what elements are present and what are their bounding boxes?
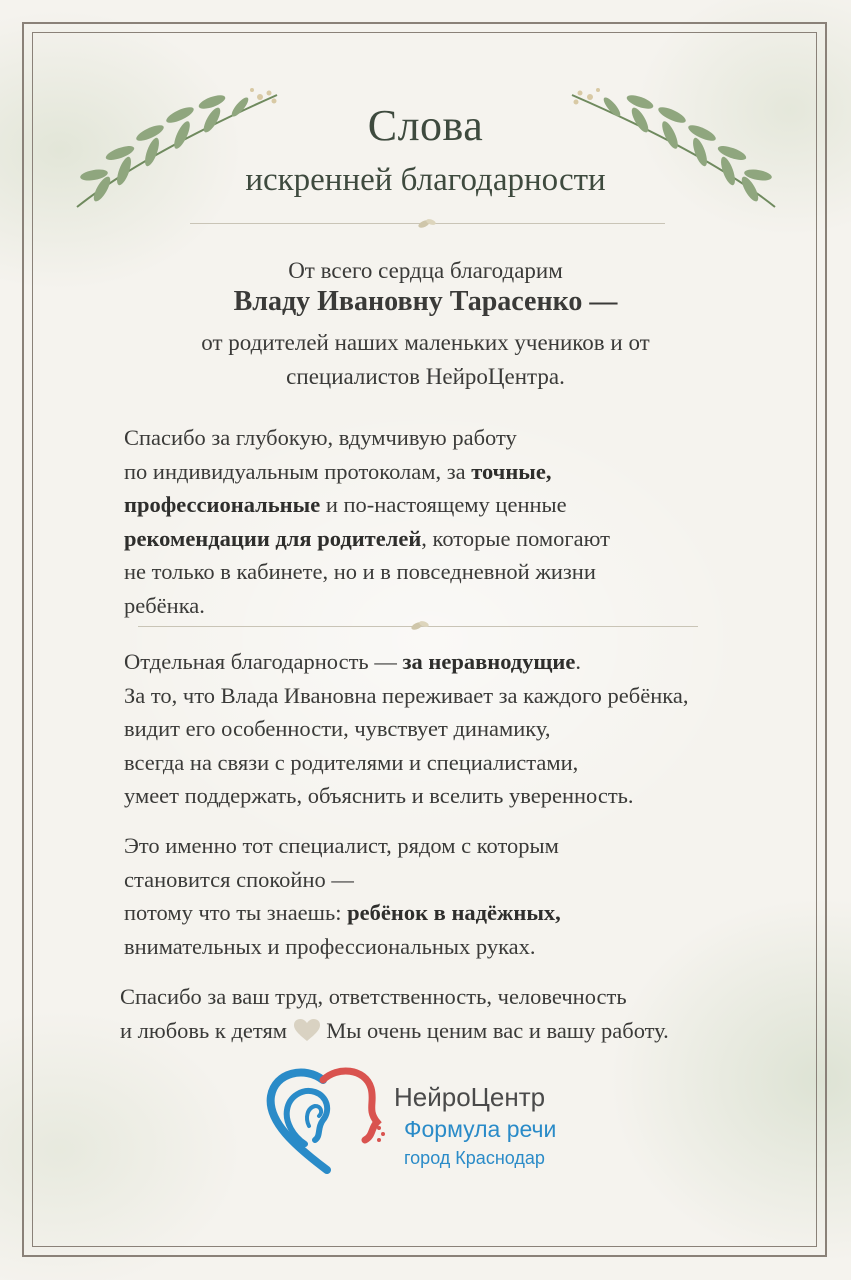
title-line-1: Слова — [367, 101, 484, 150]
logo-tagline: Формула речи — [404, 1116, 557, 1142]
bold-span: профессиональные — [124, 492, 321, 517]
intro-line-1: От всего сердца благодарим — [288, 258, 563, 283]
paragraph-1-line: ребёнка. — [124, 592, 205, 618]
paragraph-1-line: не только в кабинете, но и в повседневной жизни — [124, 559, 596, 584]
intro-line-3: от родителей наших маленьких учеников и от — [201, 330, 650, 355]
heart-icon — [293, 1018, 321, 1042]
small-leaf-divider-icon — [417, 216, 437, 230]
closing-line: Спасибо за ваш труд, ответственность, человечность — [120, 984, 627, 1009]
paragraph-2-line — [124, 645, 688, 679]
recipient-name: Владу Ивановну Тарасенко — — [233, 286, 618, 317]
paragraph-3-line — [124, 896, 561, 930]
logo-name: НейроЦентр — [394, 1082, 546, 1112]
text-span: и любовь к детям — [120, 1017, 288, 1043]
text-span: Отдельная благодарность — — [124, 649, 403, 674]
paragraph-3-line: становится спокойно — — [124, 866, 354, 892]
paragraph-3 — [124, 829, 561, 963]
text-span: . — [575, 649, 582, 674]
paragraph-3-line: Это именно тот специалист, рядом с которым — [124, 833, 559, 858]
small-leaf-divider-icon — [410, 618, 430, 632]
text-span: Мы очень ценим вас и вашу работу. — [320, 1017, 669, 1043]
bold-span: точные, — [471, 458, 552, 484]
text-span: , которые помогают — [421, 525, 610, 551]
title-line-2: искренней благодарности — [245, 162, 606, 198]
text-span: потому что ты знаешь: — [124, 900, 348, 925]
paragraph-2-line: видит его особенности, чувствует динамику, — [124, 716, 551, 741]
intro-line-4: специалистов НейроЦентра. — [286, 364, 565, 389]
paragraph-3-line: внимательных и профессиональных руках. — [124, 933, 536, 959]
neurocenter-logo-icon — [265, 1066, 395, 1176]
bold-span: за неравнодущие — [402, 649, 576, 674]
bold-span: рекомендации для родителей — [124, 525, 422, 551]
paragraph-2-line: умеет поддержать, объяснить и вселить уверенность. — [124, 783, 634, 808]
paragraph-2-line: За то, что Влада Ивановна переживает за каждого ребёнка, — [124, 682, 689, 708]
paragraph-1-line: Спасибо за глубокую, вдумчивую работу — [124, 425, 517, 450]
bold-span: ребёнок в надёжных, — [347, 900, 561, 925]
text-span: и по-настоящему ценные — [320, 492, 567, 517]
text-span: по индивидуальным протоколам, за — [124, 458, 472, 484]
paragraph-2-line: всегда на связи с родителями и специалистами, — [124, 749, 579, 775]
paragraph-1-line — [124, 522, 610, 556]
paragraph-1-line — [124, 488, 610, 522]
logo-city: город Краснодар — [404, 1148, 545, 1168]
paragraph-1 — [124, 421, 610, 622]
paragraph-1-line — [124, 455, 610, 489]
paragraph-2 — [124, 645, 688, 813]
closing-line — [120, 1014, 669, 1048]
closing-paragraph — [120, 980, 669, 1047]
